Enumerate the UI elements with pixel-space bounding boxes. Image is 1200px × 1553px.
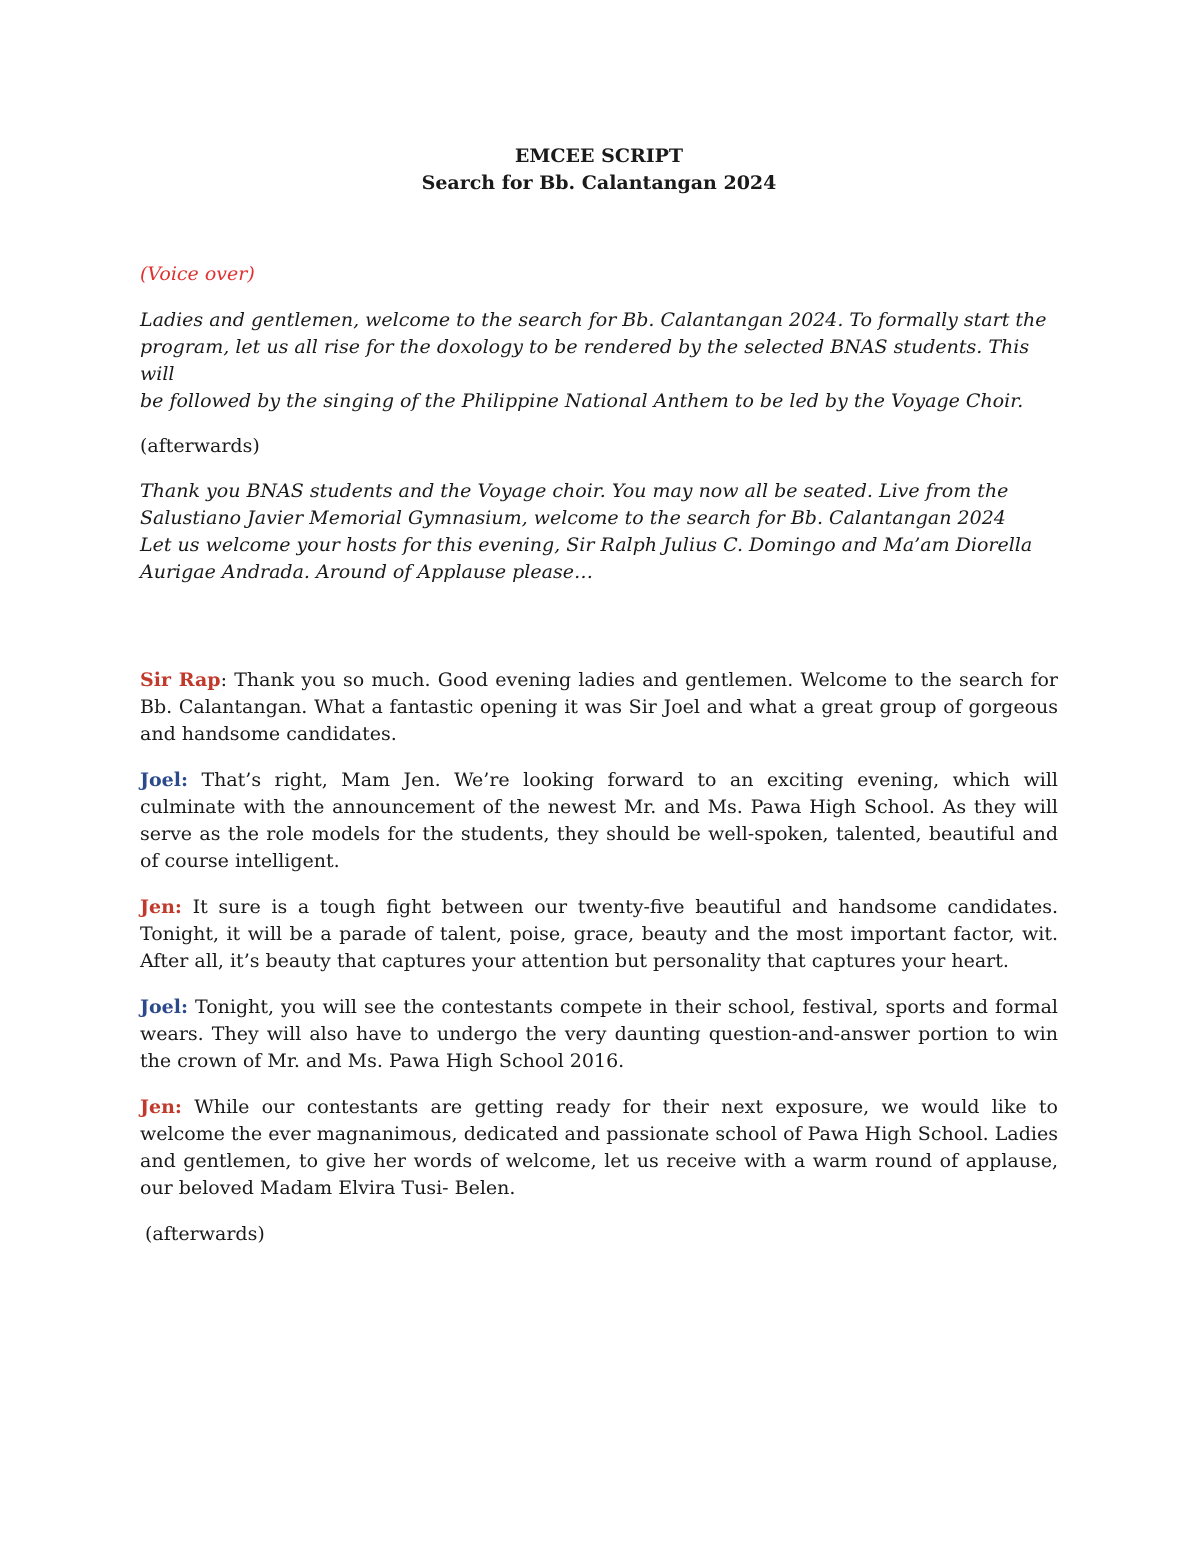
title-block [140, 143, 1058, 197]
dialogue-line [140, 894, 1058, 975]
speaker-separator [182, 1096, 194, 1118]
document-title: EMCEE SCRIPT [514, 145, 684, 167]
spacer [140, 604, 1058, 667]
intro-paragraph-1 [140, 307, 1058, 415]
voice-over-label: (Voice over) [140, 263, 255, 285]
intro-paragraph-2 [140, 478, 1058, 586]
speaker-separator [182, 896, 193, 918]
intro-p1-line: program, let us all rise for the doxology to be rendered by the selected BNAS students. This will [140, 336, 1030, 385]
speaker-name: Joel: [140, 996, 188, 1018]
dialogue-text: While our contestants are getting ready for their next exposure, we would like to welcome the ever magnanimous, dedicated and passionate school of Pawa High School. Ladies and gentlemen, to give her words of welcome, let us receive with a warm round of applause, our beloved Madam Elvira Tusi- Belen. [140, 1096, 1058, 1199]
dialogue-line [140, 1094, 1058, 1202]
speaker-name: Jen: [140, 896, 182, 918]
afterwards-note: (afterwards) [140, 435, 260, 457]
dialogue-text: It sure is a tough fight between our twenty-five beautiful and handsome candidates. Tonight, it will be a parade of talent, poise, grace, beauty and the most important factor, wit. After all, it’s beauty that captures your attention but personality that captures your heart. [140, 896, 1058, 972]
dialogue-text: That’s right, Mam Jen. We’re looking forward to an exciting evening, which will culminate with the announcement of the newest Mr. and Ms. Pawa High School. As they will serve as the role models for the students, they should be well-spoken, talented, beautiful and of course intelligent. [140, 769, 1058, 872]
speaker-name: Joel: [140, 769, 188, 791]
speaker-separator [188, 996, 195, 1018]
speaker-name: Sir Rap [140, 669, 221, 691]
intro-p2-line: Thank you BNAS students and the Voyage choir. You may now all be seated. Live from the [140, 480, 1009, 502]
document-subtitle: Search for Bb. Calantangan 2024 [421, 172, 777, 194]
dialogue-line [140, 667, 1058, 748]
intro-p2-line: Aurigae Andrada. Around of Applause please… [140, 561, 593, 583]
dialogue-line [140, 767, 1058, 875]
speaker-name: Jen: [140, 1096, 182, 1118]
intro-p1-line: be followed by the singing of the Philippine National Anthem to be led by the Voyage Choir. [140, 390, 1024, 412]
dialogue-text: Tonight, you will see the contestants compete in their school, festival, sports and formal wears. They will also have to undergo the very daunting question-and-answer portion to win the crown of Mr. and Ms. Pawa High School 2016. [140, 996, 1058, 1072]
speaker-separator [188, 769, 201, 791]
intro-p2-line: Let us welcome your hosts for this evening, Sir Ralph Julius C. Domingo and Ma’am Diorella [140, 534, 1033, 556]
intro-p2-line: Salustiano Javier Memorial Gymnasium, welcome to the search for Bb. Calantangan 2024 [140, 507, 1006, 529]
dialogue-text: Thank you so much. Good evening ladies and gentlemen. Welcome to the search for Bb. Calantangan. What a fantastic opening it was Sir Joel and what a great group of gorgeous and handsome candidates. [140, 669, 1058, 745]
afterwards-note: (afterwards) [145, 1223, 265, 1245]
script-content [140, 143, 1058, 1266]
intro-p1-line: Ladies and gentlemen, welcome to the search for Bb. Calantangan 2024. To formally start the [140, 309, 1047, 331]
speaker-separator: : [220, 669, 235, 691]
dialogue-line [140, 994, 1058, 1075]
